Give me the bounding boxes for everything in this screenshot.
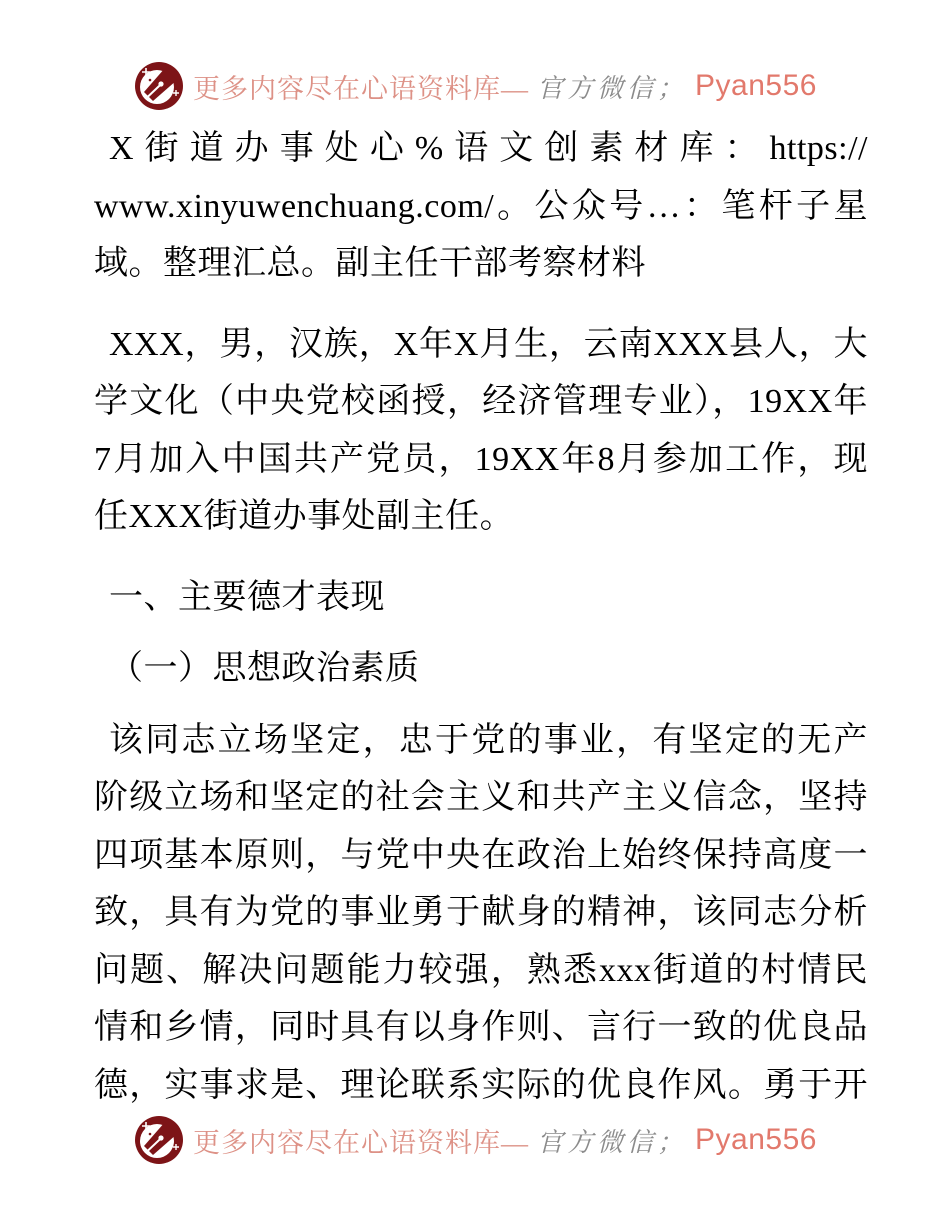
text-line: 德，实事求是、理论联系实际的优良作风。勇于开 xyxy=(94,1066,868,1104)
text-line: X街道办事处心%语文创素材库：https:// xyxy=(109,130,868,167)
text-line: 域。整理汇总。副主任干部考察材料 xyxy=(94,245,646,282)
text-line: 阶级立场和坚定的社会主义和共产主义信念，坚持 xyxy=(94,779,868,816)
section-heading xyxy=(94,569,868,627)
header-watermark xyxy=(0,60,950,112)
text-line: 情和乡情，同时具有以身作则、言行一致的优良品 xyxy=(94,1009,868,1046)
watermark-wechat-id: Pyan556 xyxy=(695,69,817,102)
watermark-brand-text: 更多内容尽在心语资料库— xyxy=(193,1127,530,1158)
watermark-wechat-id: Pyan556 xyxy=(695,1123,817,1156)
heading-text: 一、主要德才表现 xyxy=(109,578,385,616)
subsection-heading xyxy=(94,640,868,698)
text-line: XXX，男，汉族，X年X月生，云南XXX县人，大 xyxy=(109,325,868,363)
paragraph-political-quality xyxy=(94,712,868,1115)
watermark-brand-text: 更多内容尽在心语资料库— xyxy=(193,73,530,104)
text-line: 学文化（中央党校函授，经济管理专业），19XX年 xyxy=(94,383,868,420)
paragraph-source-info xyxy=(94,120,868,293)
pen-nib-logo-icon xyxy=(133,60,185,112)
document-body xyxy=(94,120,868,1114)
watermark-wechat-label: 官方微信； xyxy=(537,1127,688,1157)
text-line: 任XXX街道办事处副主任。 xyxy=(94,498,515,535)
paragraph-profile xyxy=(94,316,868,546)
text-line: www.xinyuwenchuang.com/。公众号…：笔杆子星 xyxy=(94,187,868,225)
text-line: 致，具有为党的事业勇于献身的精神，该同志分析 xyxy=(94,894,868,931)
pen-nib-logo-icon xyxy=(133,1114,185,1166)
text-line: 该同志立场坚定，忠于党的事业，有坚定的无产 xyxy=(109,721,868,759)
text-line: 四项基本原则，与党中央在政治上始终保持高度一 xyxy=(94,836,868,874)
heading-text: （一）思想政治素质 xyxy=(109,650,420,687)
footer-watermark xyxy=(0,1114,950,1166)
watermark-wechat-label: 官方微信； xyxy=(537,73,688,103)
text-line: 7月加入中国共产党员，19XX年8月参加工作，现 xyxy=(94,440,868,478)
text-line: 问题、解决问题能力较强，熟悉xxx街道的村情民 xyxy=(94,951,868,989)
